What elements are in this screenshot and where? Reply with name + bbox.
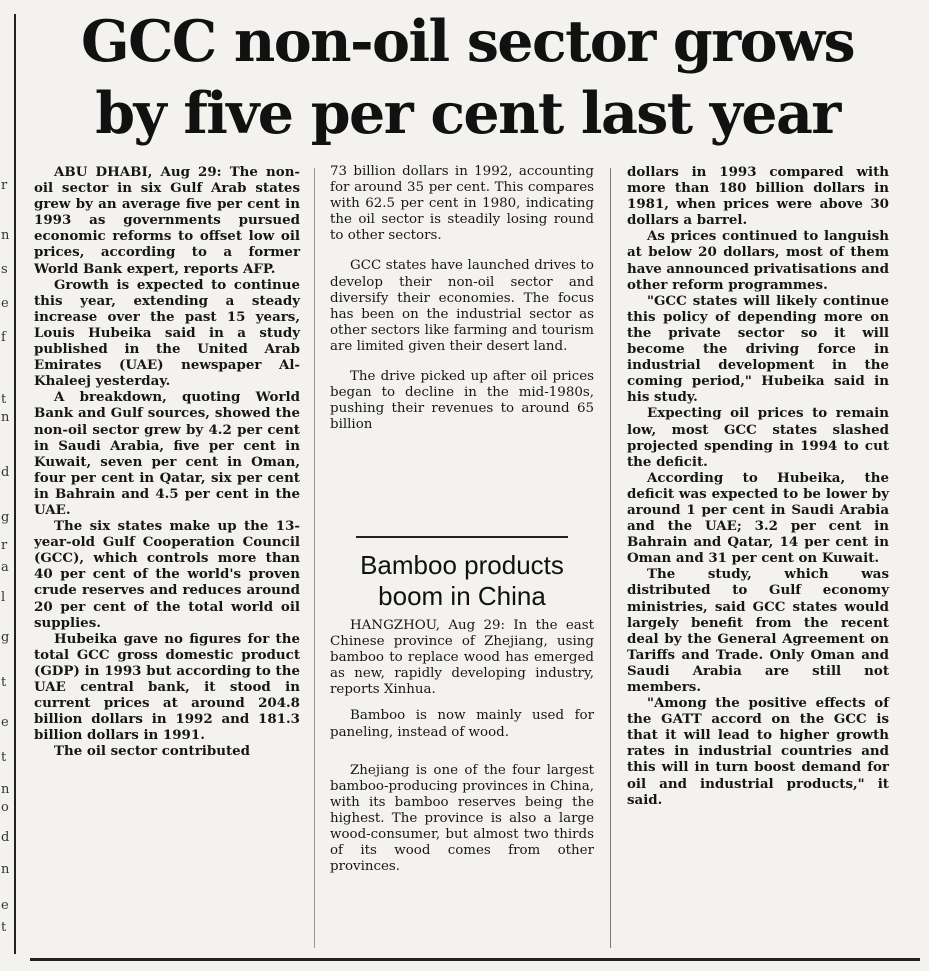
paragraph: GCC states have launched drives to develop their non-oil sector and diversify their economies. The focus has been on the industrial sector as other sectors like farming and tourism are limited given their desert land. xyxy=(330,258,594,354)
sidebar-article-headline xyxy=(330,550,594,612)
edge-fragment: n xyxy=(1,782,10,797)
edge-fragment: s xyxy=(1,262,8,277)
paragraph: dollars in 1993 compared with more than 180 billion dollars in 1981, when prices were above 30 dollars a barrel. xyxy=(627,164,889,229)
edge-fragment: f xyxy=(1,330,6,345)
edge-fragment: a xyxy=(1,560,9,575)
paragraph: HANGZHOU, Aug 29: In the east Chinese province of Zhejiang, using bamboo to replace wood has emerged as new, rapidly developing industry, reports Xinhua. xyxy=(330,618,594,698)
paragraph: The six states make up the 13-year-old Gulf Cooperation Council (GCC), which controls more than 40 per cent of the world's proven crude reserves and reduces around 20 per cent of the total world oil supplies. xyxy=(34,518,300,631)
edge-fragment: t xyxy=(1,920,7,935)
sidebar-article xyxy=(330,536,594,875)
headline-line-2: by five per cent last year xyxy=(95,80,840,147)
edge-fragment: g xyxy=(1,630,10,645)
column-divider xyxy=(610,168,611,948)
paragraph: The study, which was distributed to Gulf economy ministries, said GCC states would largely benefit from the recent deal by the General Agreement on Tariffs and Trade. Only Oman and Saudi Arabia are still not members. xyxy=(627,566,889,695)
sidebar-article-body xyxy=(330,618,594,875)
article-column-1 xyxy=(34,164,300,759)
edge-fragment: e xyxy=(1,715,9,730)
edge-fragment: n xyxy=(1,862,10,877)
paragraph: The drive picked up after oil prices began to decline in the mid-1980s, pushing their revenues to around 65 billion xyxy=(330,369,594,433)
paragraph: Zhejiang is one of the four largest bamboo-producing provinces in China, with its bamboo reserves being the highest. The province is also a large wood-consumer, but almost two thirds of its wood comes from other provinces. xyxy=(330,762,594,875)
sidebar-article-rule xyxy=(356,536,568,538)
paragraph: Growth is expected to continue this year, extending a steady increase over the past 15 years, Louis Hubeika said in a study published in the United Arab Emirates (UAE) newspaper Al-Khaleej yesterday. xyxy=(34,276,300,390)
bottom-rule xyxy=(30,958,920,961)
paragraph: As prices continued to languish at below 20 dollars, most of them have announced privatisations and other reform programmes. xyxy=(627,228,889,293)
edge-fragment: o xyxy=(1,800,9,815)
paragraph: Expecting oil prices to remain low, most GCC states slashed projected spending in 1994 to cut the deficit. xyxy=(627,405,889,470)
edge-fragment: d xyxy=(1,830,10,845)
paragraph: Bamboo is now mainly used for paneling, instead of wood. xyxy=(330,708,594,740)
edge-fragment: r xyxy=(1,178,8,193)
edge-fragment: t xyxy=(1,392,7,407)
sidebar-headline-line-1: Bamboo products xyxy=(360,550,564,580)
edge-fragment: e xyxy=(1,296,9,311)
edge-fragment: n xyxy=(1,410,10,425)
edge-fragment: e xyxy=(1,898,9,913)
paragraph: "Among the positive effects of the GATT accord on the GCC is that it will lead to higher growth rates in industrial countries and this will in turn boost demand for oil and industrial products," it said. xyxy=(627,695,889,808)
paragraph: "GCC states will likely continue this policy of depending more on the private sector so it will become the driving force in industrial development in the coming period," Hubeika said in his study. xyxy=(627,292,889,406)
edge-fragment: l xyxy=(1,590,6,605)
paragraph: Hubeika gave no figures for the total GCC gross domestic product (GDP) in 1993 but according to the UAE central bank, it stood in current prices at around 204.8 billion dollars in 1992 and 181.3 billion dollars in 1991. xyxy=(34,630,300,744)
paragraph: 73 billion dollars in 1992, accounting for around 35 per cent. This compares with 62.5 per cent in 1980, indicating the oil sector is steadily losing round to other sectors. xyxy=(330,164,594,244)
article-column-2 xyxy=(330,164,594,433)
paragraph: ABU DHABI, Aug 29: The non-oil sector in six Gulf Arab states grew by an average five per cent in 1993 as governments pursued economic reforms to offset low oil prices, according to a former World Bank expert, reports AFP. xyxy=(34,164,300,277)
left-column-rule xyxy=(14,14,16,954)
sidebar-headline-line-2: boom in China xyxy=(378,581,546,611)
paragraph: According to Hubeika, the deficit was expected to be lower by around 1 per cent in Saudi Arabia and the UAE; 3.2 per cent in Bahrain and Qatar, 14 per cent in Oman and 31 per cent on Kuwait. xyxy=(627,469,889,567)
paragraph: The oil sector contributed xyxy=(54,743,251,760)
article-column-3 xyxy=(627,164,889,808)
headline-line-1: GCC non-oil sector grows xyxy=(81,8,854,75)
edge-fragment: t xyxy=(1,675,7,690)
paragraph: A breakdown, quoting World Bank and Gulf sources, showed the non-oil sector grew by 4.2 per cent in Saudi Arabia, five per cent in Kuwait, seven per cent in Oman, four per cent in Qatar, six per cent in Bahrain and 4.5 per cent in the UAE. xyxy=(34,389,300,518)
edge-fragment: t xyxy=(1,750,7,765)
column-divider xyxy=(314,168,315,948)
edge-fragment: g xyxy=(1,510,10,525)
edge-fragment: d xyxy=(1,465,10,480)
edge-fragment: n xyxy=(1,228,10,243)
main-headline xyxy=(20,6,915,150)
edge-fragment: r xyxy=(1,538,8,553)
